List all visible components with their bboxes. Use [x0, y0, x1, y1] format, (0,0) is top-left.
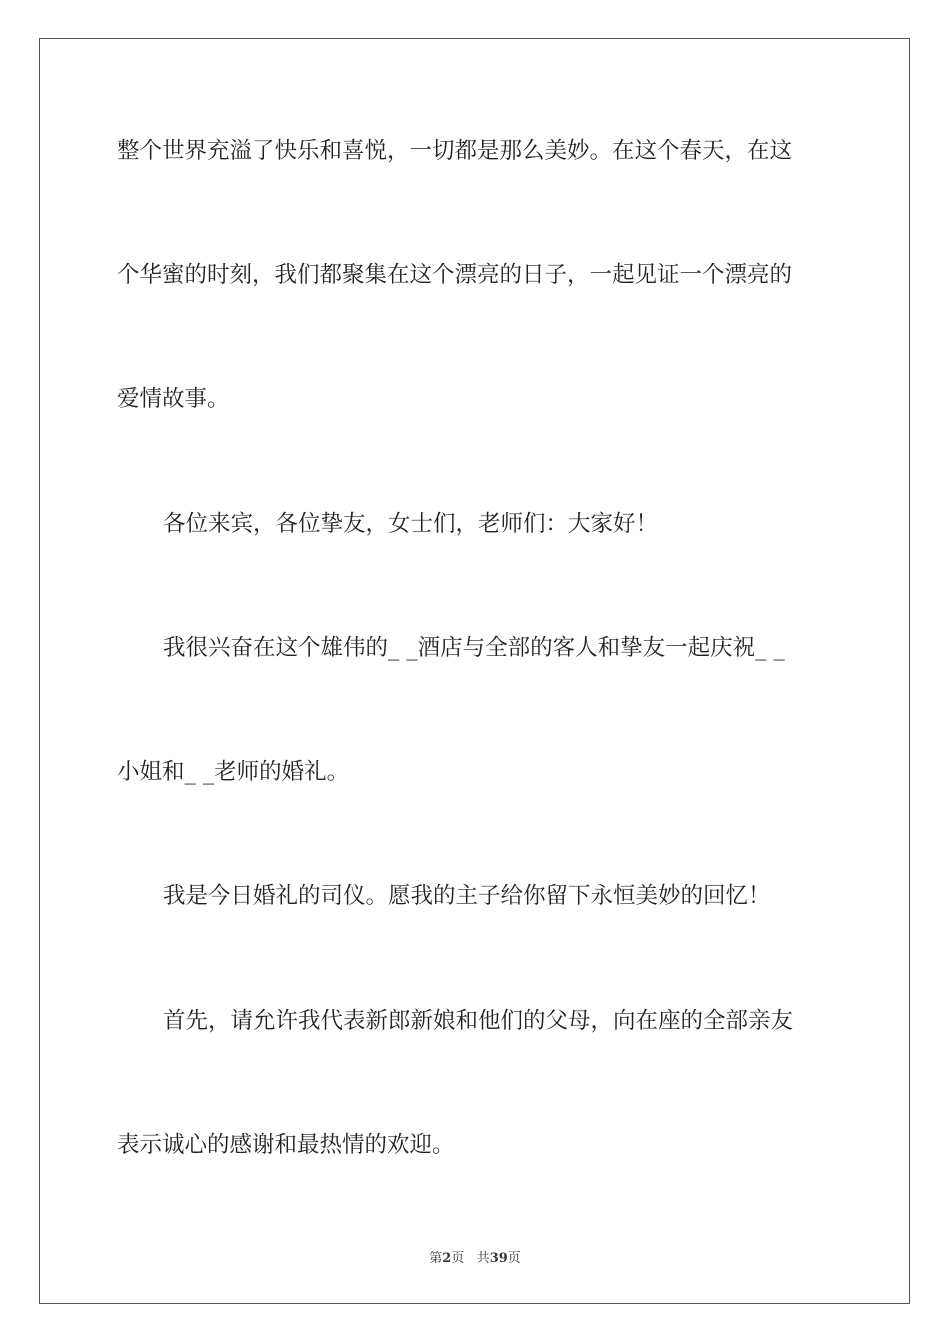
- text-line-4: 各位来宾，各位挚友，女士们，老师们：大家好！: [163, 511, 659, 537]
- text-line-8: 首先，请允许我代表新郎新娘和他们的父母，向在座的全部亲友: [163, 1008, 794, 1034]
- text-line-5: 我很兴奋在这个雄伟的_ _酒店与全部的客人和挚友一起庆祝_ _: [163, 635, 785, 661]
- text-line-9: 表示诚心的感谢和最热情的欢迎。: [117, 1132, 455, 1158]
- page-suffix: 页: [451, 1251, 465, 1266]
- text-line-7: 我是今日婚礼的司仪。愿我的主子给你留下永恒美妙的回忆！: [163, 883, 771, 909]
- total-pages: 39: [489, 1251, 508, 1266]
- page-number: 2: [442, 1251, 452, 1266]
- page-prefix: 第: [429, 1251, 443, 1266]
- page-border: [39, 38, 910, 1304]
- text-line-1: 整个世界充溢了快乐和喜悦，一切都是那么美妙。在这个春天，在这: [117, 138, 793, 164]
- text-line-6: 小姐和_ _老师的婚礼。: [117, 759, 350, 785]
- text-line-3: 爱情故事。: [117, 386, 230, 412]
- page-footer: [0, 1247, 950, 1266]
- total-prefix: 共: [476, 1251, 490, 1266]
- text-line-2: 个华蜜的时刻，我们都聚集在这个漂亮的日子，一起见证一个漂亮的: [117, 262, 793, 288]
- total-suffix: 页: [507, 1251, 521, 1266]
